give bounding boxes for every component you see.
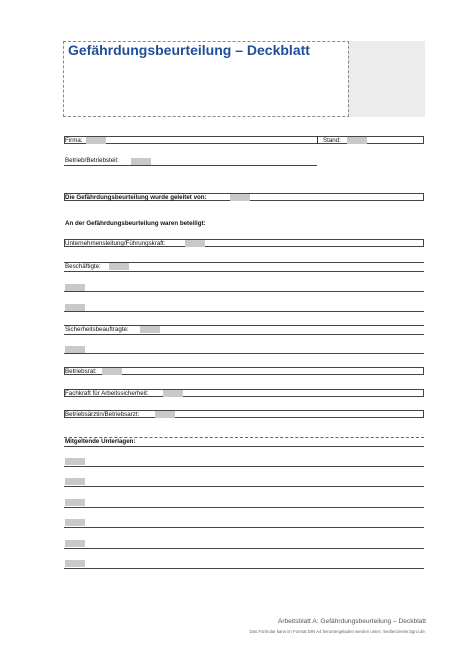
beschaeftigte-label: Beschäftigte: [65,263,101,270]
divider [64,271,424,272]
fachkraft-label: Fachkraft für Arbeitssicherheit: [65,389,149,397]
page-title: Gefährdungsbeurteilung – Deckblatt [68,42,310,58]
unternehmer-field[interactable] [185,240,205,247]
sifa-field-2[interactable] [65,346,85,353]
unternehmer-label: Unternehmensleitung/Führungskraft: [65,239,166,247]
geleitet-field[interactable] [230,194,250,201]
betrieb-field[interactable] [131,158,151,165]
row-separator [317,136,318,144]
divider [64,446,424,447]
document-field-2[interactable] [65,478,85,485]
stand-label: Stand: [323,136,341,144]
documents-heading: Mitgeltende Unterlagen: [65,438,136,445]
document-field-3[interactable] [65,499,85,506]
footer-note: Das Formular kann im Format DIN A4 heruntergeladen werden unter: medienzenter.bgrci.de. [249,629,426,634]
divider [64,548,424,549]
sifa-field-1[interactable] [140,326,160,333]
geleitet-label: Die Gefährdungsbeurteilung wurde geleitet von: [65,193,207,201]
logo-placeholder [348,41,425,117]
divider [64,334,424,335]
betriebsrat-field[interactable] [102,368,122,375]
firma-field[interactable] [86,137,106,144]
divider [64,291,424,292]
divider [64,353,424,354]
betrieb-underline [64,165,317,166]
stand-field[interactable] [347,137,367,144]
firma-row [64,136,424,144]
firma-label: Firma: [65,136,83,144]
divider [64,568,424,569]
document-field-5[interactable] [65,540,85,547]
arzt-field[interactable] [155,411,175,418]
divider [64,527,424,528]
footer-title: Arbeitsblatt A: Gefährdungsbeurteilung – Deckblatt [277,618,426,625]
participants-heading: An der Gefährdungsbeurteilung waren beteiligt: [65,220,206,227]
divider [64,466,424,467]
sifa-label: Sicherheitsbeauftragte: [65,326,129,333]
betriebsrat-label: Betriebsrat: [65,367,97,375]
beschaeftigte-field-3[interactable] [65,304,85,311]
beschaeftigte-field-1[interactable] [109,263,129,270]
divider [64,486,424,487]
document-field-1[interactable] [65,458,85,465]
document-field-6[interactable] [65,560,85,567]
arzt-label: Betriebsärztin/Betriebsarzt: [65,410,140,418]
document-field-4[interactable] [65,519,85,526]
beschaeftigte-field-2[interactable] [65,284,85,291]
divider [64,311,424,312]
fachkraft-field[interactable] [163,390,183,397]
betrieb-label: Betrieb/Betriebsteil: [65,157,119,164]
divider [64,507,424,508]
